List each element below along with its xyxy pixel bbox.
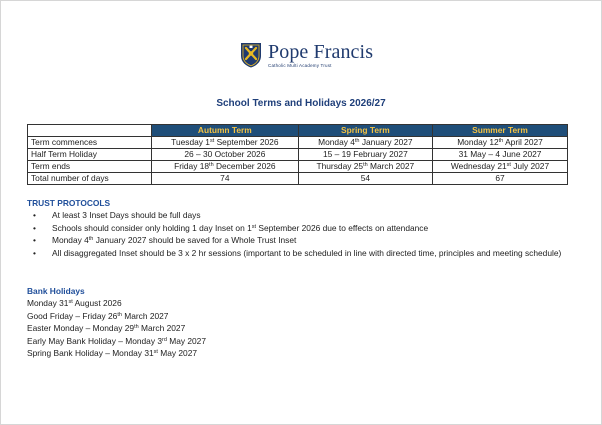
- bullet-icon: •: [33, 247, 36, 258]
- list-item: [27, 247, 587, 260]
- row-label: Half Term Holiday: [28, 149, 152, 161]
- text-part: 67: [495, 173, 505, 183]
- text-part: April 2027: [503, 137, 543, 147]
- ordinal-suffix: st: [68, 299, 73, 305]
- table-row: [28, 137, 568, 149]
- row-label: Term commences: [28, 137, 152, 149]
- table-cell: [433, 149, 568, 161]
- text-part: Friday 18: [174, 161, 210, 171]
- text-part: Good Friday – Friday 26: [27, 310, 118, 321]
- text-part: March 2027: [367, 161, 415, 171]
- text-part: Thursday 25: [316, 161, 364, 171]
- ordinal-suffix: th: [117, 311, 122, 318]
- table-row: [28, 149, 568, 161]
- bank-holidays-list: [27, 297, 587, 360]
- text-part: December 2026: [213, 161, 276, 171]
- text-part: 26 – 30 October 2026: [184, 149, 266, 159]
- table-cell: [433, 161, 568, 173]
- bank-holidays-heading: Bank Holidays: [27, 286, 85, 296]
- text-part: At least 3 Inset Days should be full days: [52, 210, 201, 220]
- table-cell: [298, 137, 432, 149]
- text-part: All disaggregated Inset should be 3 x 2 hr sessions (important to be scheduled in line with directed time, principles and meeting schedule): [52, 247, 562, 258]
- text-part: May 2027: [166, 335, 206, 346]
- table-cell: [298, 161, 432, 173]
- table-header-row: [28, 125, 568, 137]
- table-header-blank: [28, 125, 152, 137]
- bank-holidays-section: [27, 285, 587, 360]
- text-part: July 2027: [510, 161, 550, 171]
- logo-subtitle: Catholic Multi Academy Trust: [268, 63, 332, 68]
- text-part: September 2026 due to effects on attendance: [256, 222, 429, 233]
- table-cell: [433, 173, 568, 185]
- text-part: 31 May – 4 June 2027: [458, 149, 542, 159]
- ordinal-suffix: rd: [162, 336, 167, 343]
- bank-holiday-item: [27, 297, 587, 310]
- trust-logo: [240, 42, 373, 69]
- text-part: Monday 4: [52, 235, 89, 245]
- table-cell: [298, 149, 432, 161]
- table-row: [28, 161, 568, 173]
- row-label: Term ends: [28, 161, 152, 173]
- bullet-icon: •: [33, 222, 36, 233]
- ordinal-suffix: st: [153, 349, 158, 356]
- ordinal-suffix: st: [209, 138, 215, 144]
- text-part: September 2026: [214, 137, 279, 147]
- bank-holiday-item: [27, 310, 587, 323]
- ordinal-suffix: th: [209, 162, 214, 168]
- list-item: [27, 234, 587, 247]
- table-cell: [152, 161, 299, 173]
- crest-icon: [240, 42, 262, 68]
- list-item: [27, 209, 587, 222]
- ordinal-suffix: st: [251, 223, 257, 230]
- text-part: January 2027 should be saved for a Whole Trust Inset: [93, 235, 297, 245]
- text-part: January 2027: [359, 137, 413, 147]
- bank-holiday-item: [27, 322, 587, 335]
- ordinal-suffix: th: [354, 138, 360, 144]
- text-part: Monday 4: [318, 137, 355, 147]
- header-spring-term: Spring Term: [298, 125, 432, 137]
- ordinal-suffix: st: [506, 162, 511, 168]
- trust-protocols-heading: TRUST PROTOCOLS: [27, 198, 111, 208]
- text-part: 54: [360, 173, 371, 183]
- ordinal-suffix: th: [498, 138, 504, 144]
- list-item: [27, 222, 587, 235]
- ordinal-suffix: th: [134, 324, 139, 331]
- table-row: [28, 173, 568, 185]
- table-cell: [152, 137, 299, 149]
- document-title: School Terms and Holidays 2026/27: [216, 98, 386, 109]
- logo-name: Pope Francis: [268, 41, 374, 63]
- text-part: Monday 31: [27, 298, 69, 308]
- text-part: March 2027: [138, 323, 186, 334]
- text-part: May 2027: [157, 348, 198, 359]
- trust-protocols-list: [27, 209, 587, 259]
- term-dates-table: [27, 124, 568, 185]
- text-part: Easter Monday – Monday 29: [27, 323, 135, 334]
- ordinal-suffix: th: [363, 162, 368, 168]
- table-cell: [298, 173, 432, 185]
- bullet-icon: •: [33, 210, 36, 220]
- text-part: August 2026: [72, 298, 122, 308]
- table-cell: [433, 137, 568, 149]
- trust-protocols-section: [27, 197, 587, 259]
- table-cell: [152, 173, 299, 185]
- text-part: Monday 12: [457, 137, 499, 147]
- text-part: Wednesday 21: [450, 161, 507, 171]
- text-part: Early May Bank Holiday – Monday 3: [27, 335, 162, 346]
- text-part: Tuesday 1: [171, 137, 210, 147]
- text-part: March 2027: [121, 310, 169, 321]
- table-cell: [152, 149, 299, 161]
- header-autumn-term: Autumn Term: [152, 125, 299, 137]
- bullet-icon: •: [33, 235, 36, 245]
- text-part: Spring Bank Holiday – Monday 31: [27, 348, 154, 359]
- row-label: Total number of days: [28, 173, 152, 185]
- text-part: 74: [220, 173, 230, 183]
- bank-holiday-item: [27, 347, 587, 360]
- text-part: Schools should consider only holding 1 day Inset on 1: [52, 222, 252, 233]
- text-part: 15 – 19 February 2027: [322, 149, 408, 159]
- ordinal-suffix: th: [88, 236, 94, 242]
- header-summer-term: Summer Term: [433, 125, 568, 137]
- bank-holiday-item: [27, 335, 587, 348]
